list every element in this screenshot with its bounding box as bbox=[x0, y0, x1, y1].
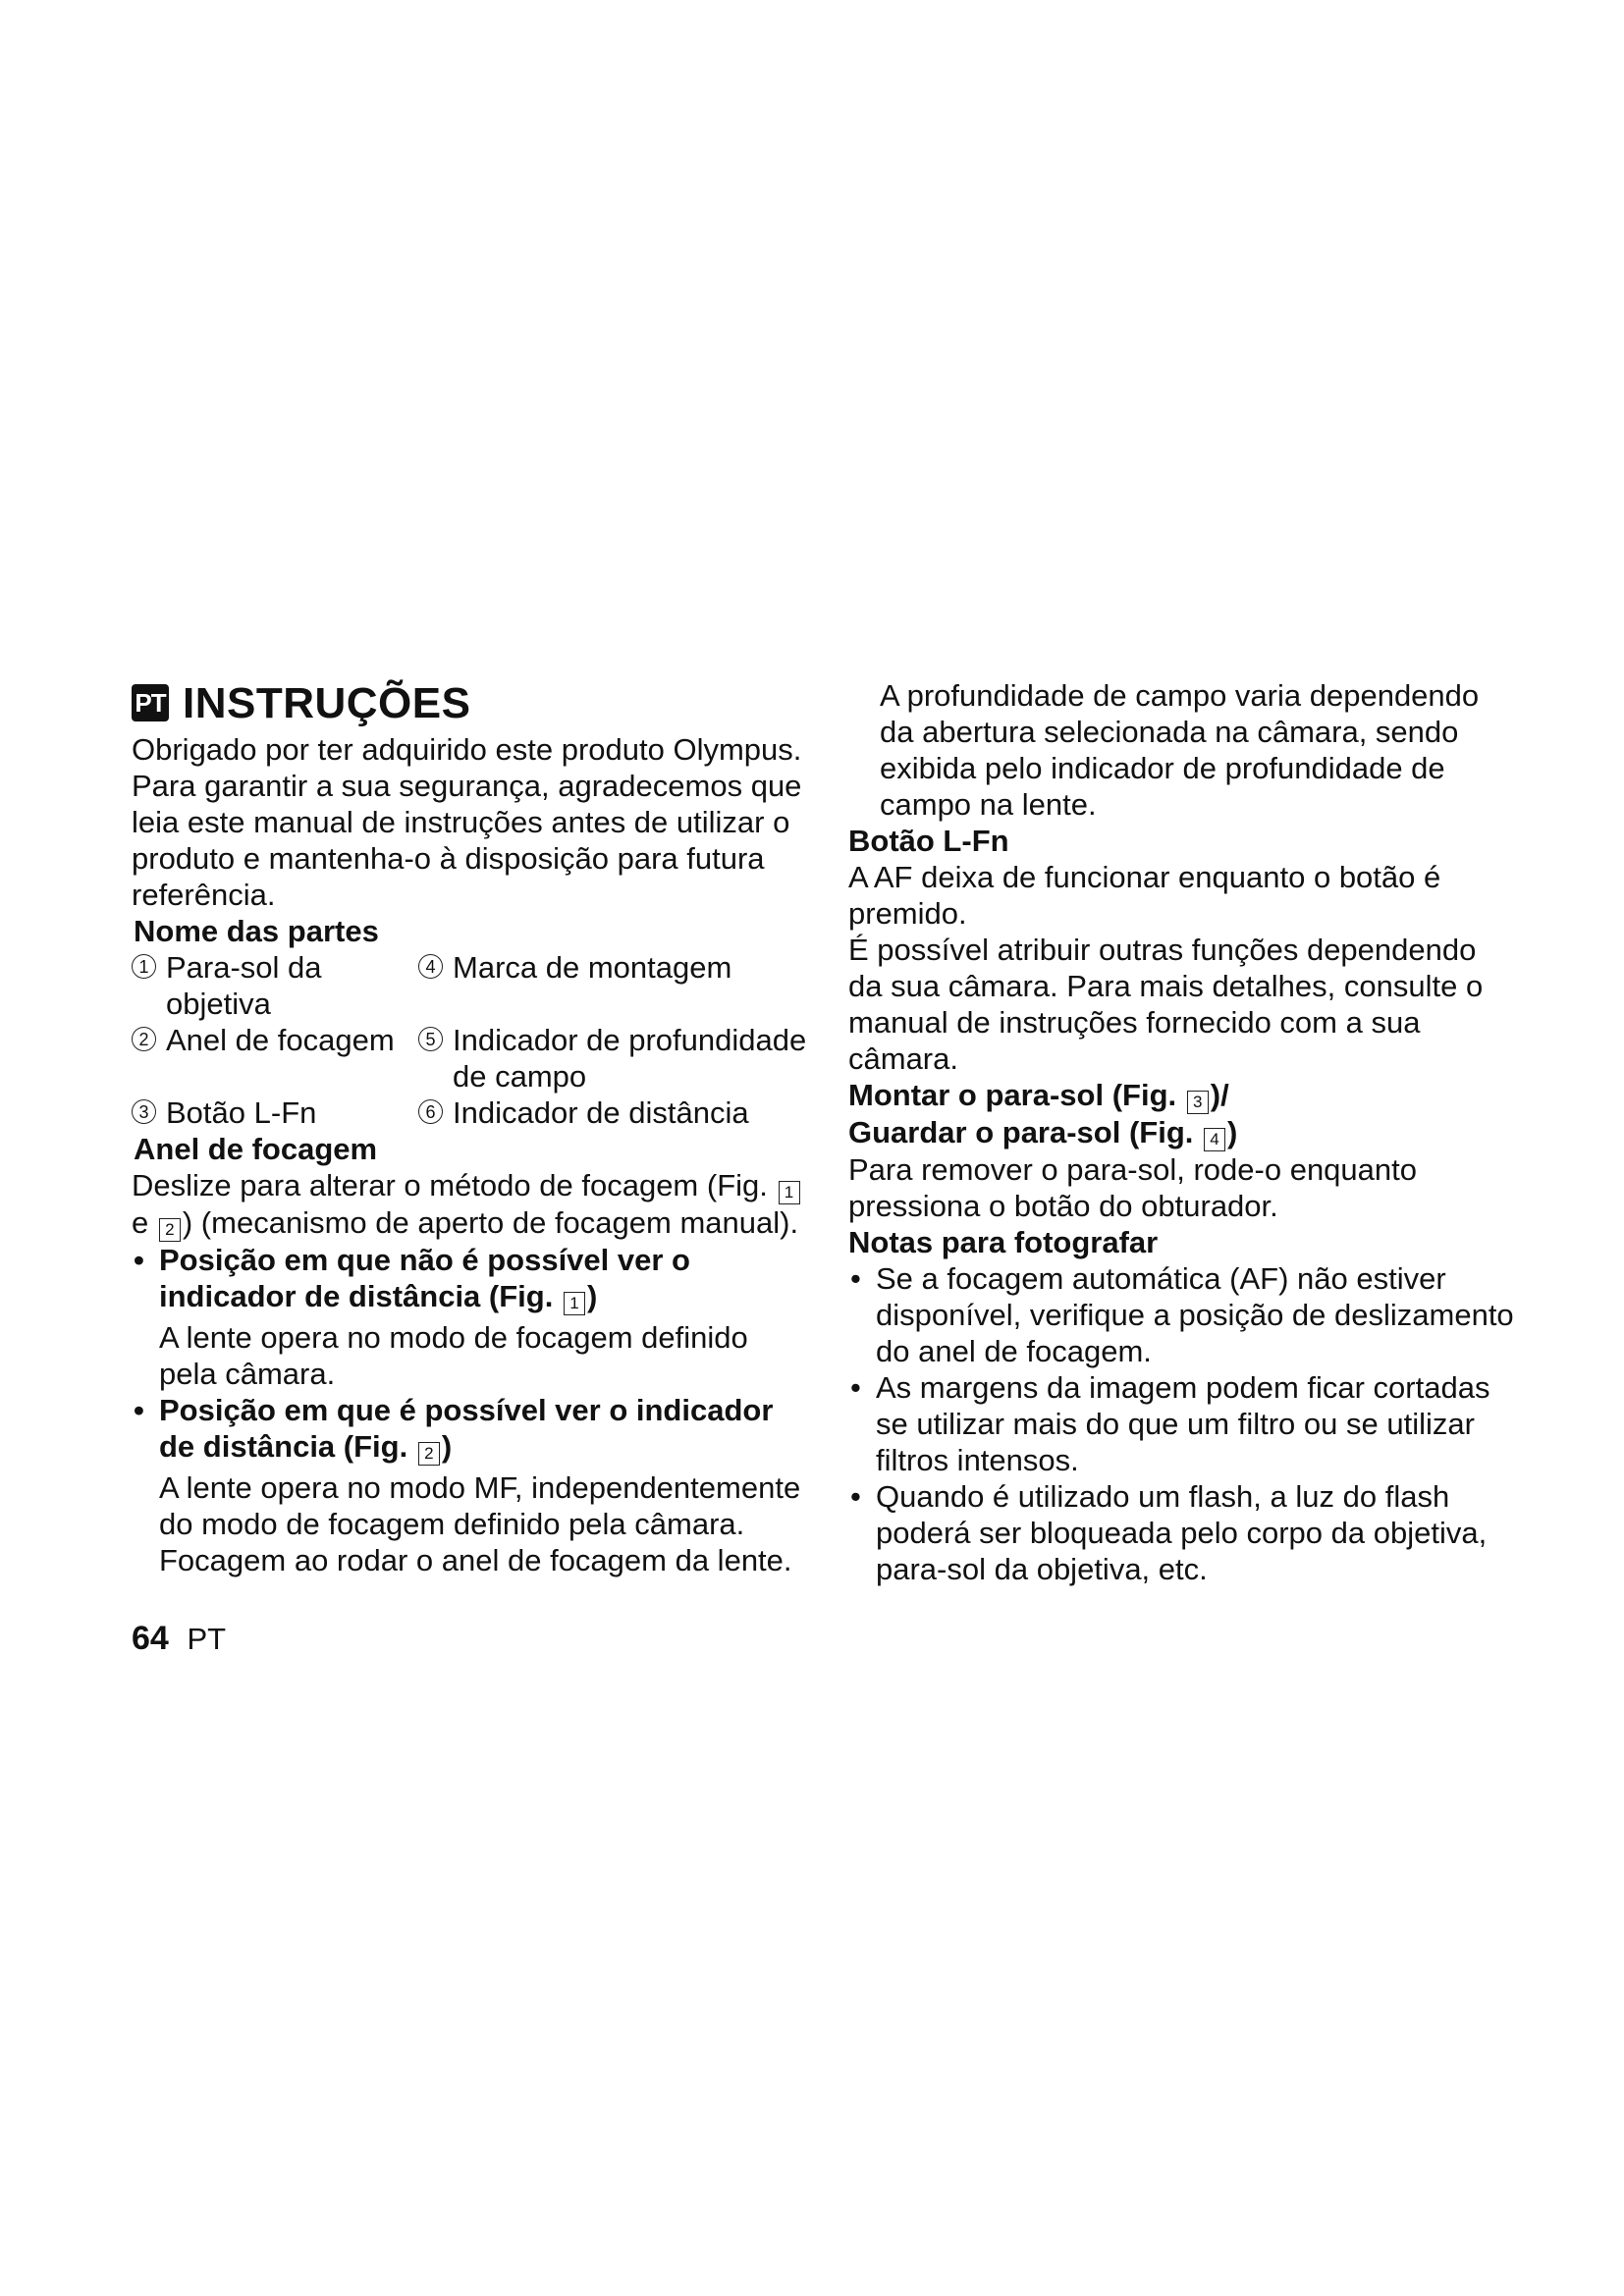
bullet2-text: A lente opera no modo MF, independentemente do modo de focagem definido pela câmara. Focagem ao rodar o anel de focagem da lente. bbox=[159, 1470, 801, 1577]
part-number-badge: 3 bbox=[132, 1099, 156, 1124]
page-number: 64 bbox=[132, 1620, 169, 1657]
part-label: Indicador de profundidade de campo bbox=[453, 1023, 807, 1094]
bullet2-close: ) bbox=[441, 1429, 453, 1464]
focus-ring-text-c: ) (mecanismo de aperto de focagem manual). bbox=[182, 1205, 799, 1240]
lfn-text-2: É possível atribuir outras funções dependendo da sua câmara. Para mais detalhes, consulte o manual de instruções fornecido com a sua câmara. bbox=[848, 933, 1484, 1076]
language-badge: PT bbox=[132, 684, 169, 721]
part-item bbox=[132, 1022, 418, 1095]
part-item bbox=[418, 1022, 809, 1095]
page-footer bbox=[132, 1620, 226, 1658]
hood-heading-2-text: Guardar o para-sol (Fig. bbox=[848, 1115, 1194, 1149]
notes-heading: Notas para fotografar bbox=[848, 1225, 1159, 1259]
depth-of-field-paragraph: A profundidade de campo varia dependendo da abertura selecionada na câmara, sendo exibida pelo indicador de profundidade de campo na lente. bbox=[880, 678, 1480, 822]
focus-ring-text-b: e bbox=[132, 1205, 149, 1240]
lfn-heading: Botão L-Fn bbox=[848, 824, 1009, 858]
part-label: Indicador de distância bbox=[453, 1095, 749, 1130]
hood-heading-1-text: Montar o para-sol (Fig. bbox=[848, 1078, 1177, 1112]
parts-list bbox=[132, 949, 809, 1131]
hood-heading-2 bbox=[848, 1114, 1516, 1151]
part-number-badge: 6 bbox=[418, 1099, 443, 1124]
part-label: Anel de focagem bbox=[166, 1023, 395, 1057]
bullet1-close: ) bbox=[586, 1279, 598, 1313]
page-title: INSTRUÇÕES bbox=[183, 678, 471, 727]
note-item: • Se a focagem automática (AF) não estiver disponível, verifique a posição de deslizamento do anel de focagem. bbox=[848, 1260, 1516, 1369]
focus-ring-heading: Anel de focagem bbox=[134, 1132, 378, 1166]
left-column bbox=[132, 677, 809, 1578]
figure-ref-icon: 1 bbox=[779, 1181, 800, 1204]
note-item: • Quando é utilizado um flash, a luz do flash poderá ser bloqueada pelo corpo da objetiva, para-sol da objetiva, etc. bbox=[848, 1478, 1516, 1587]
bullet1-text: A lente opera no modo de focagem definido pela câmara. bbox=[159, 1320, 748, 1391]
bullet1-heading-text: Posição em que não é possível ver o indicador de distância (Fig. bbox=[159, 1243, 690, 1313]
parts-heading: Nome das partes bbox=[134, 914, 379, 948]
focus-ring-paragraph bbox=[132, 1167, 809, 1242]
hood-text: Para remover o para-sol, rode-o enquanto pressiona o botão do obturador. bbox=[848, 1152, 1417, 1223]
figure-ref-icon: 2 bbox=[418, 1442, 440, 1466]
figure-ref-icon: 1 bbox=[564, 1292, 585, 1315]
part-item bbox=[418, 949, 809, 1022]
figure-ref-icon: 4 bbox=[1204, 1128, 1225, 1151]
part-number-badge: 1 bbox=[132, 954, 156, 979]
part-label: Marca de montagem bbox=[453, 950, 732, 985]
intro-paragraph: Obrigado por ter adquirido este produto Olympus. Para garantir a sua segurança, agradecemos que leia este manual de instruções antes de utilizar o produto e mantenha-o à disposição para futura referência. bbox=[132, 732, 802, 912]
lfn-text-1: A AF deixa de funcionar enquanto o botão é premido. bbox=[848, 860, 1441, 931]
hood-close-1: )/ bbox=[1210, 1078, 1229, 1112]
part-number-badge: 2 bbox=[132, 1027, 156, 1051]
footer-lang: PT bbox=[187, 1622, 227, 1656]
focus-ring-text-a: Deslize para alterar o método de focagem (Fig. bbox=[132, 1168, 768, 1202]
figure-ref-icon: 2 bbox=[159, 1218, 181, 1242]
part-item bbox=[132, 949, 418, 1022]
part-number-badge: 5 bbox=[418, 1027, 443, 1051]
part-item bbox=[132, 1095, 418, 1131]
figure-ref-icon: 3 bbox=[1187, 1091, 1209, 1114]
bullet-heading bbox=[132, 1242, 809, 1315]
note-item: • As margens da imagem podem ficar cortadas se utilizar mais do que um filtro ou se utilizar filtros intensos. bbox=[848, 1369, 1516, 1478]
hood-close-2: ) bbox=[1227, 1115, 1238, 1149]
hood-heading-1 bbox=[848, 1077, 1516, 1114]
part-number-badge: 4 bbox=[418, 954, 443, 979]
part-label: Botão L-Fn bbox=[166, 1095, 317, 1130]
part-item bbox=[418, 1095, 809, 1131]
right-column bbox=[848, 677, 1516, 1587]
part-label: Para-sol da objetiva bbox=[166, 950, 322, 1021]
title-row bbox=[132, 677, 809, 728]
bullet2-heading-text: Posição em que é possível ver o indicador de distância (Fig. bbox=[159, 1393, 774, 1464]
bullet-heading bbox=[132, 1392, 809, 1466]
